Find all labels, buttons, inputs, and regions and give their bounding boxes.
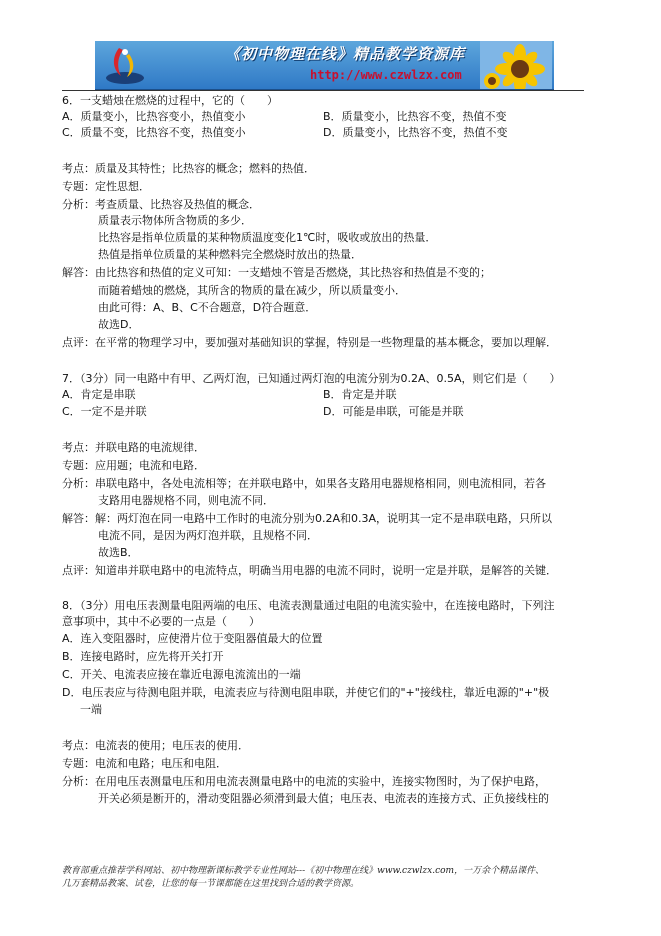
q8-stem-line: 意事项中，其中不必要的一点是（ ）	[62, 615, 260, 628]
q7-answer-line: 故选B．	[98, 546, 139, 559]
q8-option-b: B．连接电路时，应先将开关打开	[62, 650, 224, 663]
q6-analysis-line: 质量表示物体所含物质的多少．	[98, 214, 252, 227]
q8-zhuanti: 专题：电流和电路；电压和电阻．	[62, 757, 227, 770]
q6-zhuanti: 专题：定性思想．	[62, 180, 150, 193]
q8-option-d-line: 一端	[80, 703, 102, 716]
q7-option-a: A．肯定是串联	[62, 388, 136, 401]
header-rule	[62, 90, 584, 91]
q6-stem: 6．一支蜡烛在燃烧的过程中，它的（ ）	[62, 94, 278, 107]
q8-kaodian: 考点：电流表的使用；电压表的使用．	[62, 739, 249, 752]
q7-option-d: D．可能是串联，可能是并联	[323, 405, 464, 418]
q6-analysis-line: 热值是指单位质量的某种燃料完全燃烧时放出的热量．	[98, 248, 362, 261]
q7-comment: 点评：知道串并联电路中的电流特点，明确当用电器的电流不同时，说明一定是并联，是解答的关键．	[62, 564, 557, 577]
footer-line: 几万套精品教案、试卷，让您的每一节课都能在这里找到合适的教学资源。	[62, 879, 360, 889]
q7-zhuanti: 专题：应用题；电流和电路．	[62, 459, 205, 472]
banner-title: 《初中物理在线》精品教学资源库	[225, 45, 466, 63]
q6-answer-line: 由此可得：A、B、C不合题意，D符合题意．	[98, 301, 317, 314]
q6-option-c: C．质量不变，比热容不变，热值变小	[62, 126, 246, 139]
q8-analysis-line: 分析：在用电压表测量电压和用电流表测量电路中的电流的实验中，连接实物图时，为了保护电路，	[62, 775, 546, 788]
q6-analysis-line: 比热容是指单位质量的某种物质温度变化1℃时，吸收或放出的热量．	[98, 231, 437, 244]
q7-answer-line: 电流不同，是因为两灯泡并联，且规格不同．	[98, 529, 318, 542]
footer-line: 教育部重点推荐学科网站、初中物理新课标教学专业性网站---《初中物理在线》www.czwlzx.com，一万余个精品课件、	[62, 866, 545, 876]
q7-stem: 7．（3分）同一电路中有甲、乙两灯泡，已知通过两灯泡的电流分别为0.2A、0.5A，则它们是（ ）	[62, 372, 561, 385]
sunflower-icon	[480, 41, 552, 89]
q6-kaodian: 考点：质量及其特性；比热容的概念；燃料的热值．	[62, 162, 315, 175]
q6-comment: 点评：在平常的物理学习中，要加强对基础知识的掌握，特别是一些物理量的基本概念，要加以理解．	[62, 336, 557, 349]
q6-option-d: D．质量变小，比热容不变，热值不变	[323, 126, 508, 139]
q6-option-a: A．质量变小，比热容变小，热值变小	[62, 110, 246, 123]
site-logo-icon	[105, 44, 145, 86]
q7-answer-line: 解答：解：两灯泡在同一电路中工作时的电流分别为0.2A和0.3A，说明其一定不是串联电路，只所以	[62, 512, 553, 525]
q8-stem-line: 8．（3分）用电压表测量电阻两端的电压、电流表测量通过电阻的电流实验中，在连接电路时，下列注	[62, 599, 555, 612]
banner-url[interactable]: http://www.czwlzx.com	[310, 68, 462, 82]
q6-answer-line: 故选D．	[98, 318, 140, 331]
q6-answer-line: 而随着蜡烛的燃烧，其所含的物质的量在减少，所以质量变小．	[98, 284, 406, 297]
q8-option-c: C．开关、电流表应接在靠近电源电流流出的一端	[62, 668, 301, 681]
q7-analysis-line: 支路用电器规格不同，则电流不同．	[98, 494, 274, 507]
q7-analysis-line: 分析：串联电路中，各处电流相等；在并联电路中，如果各支路用电器规格相同，则电流相同，若各	[62, 477, 546, 490]
q8-analysis-line: 开关必须是断开的，滑动变阻器必须滑到最大值；电压表、电流表的连接方式、正负接线柱的	[98, 792, 549, 805]
q6-analysis-line: 分析：考查质量、比热容及热值的概念．	[62, 198, 260, 211]
q8-option-a: A．连入变阻器时，应使滑片位于变阻器值最大的位置	[62, 632, 323, 645]
header-banner	[95, 41, 554, 90]
q6-option-b: B．质量变小，比热容不变，热值不变	[323, 110, 507, 123]
q6-answer-line: 解答：由比热容和热值的定义可知：一支蜡烛不管是否燃烧，其比热容和热值是不变的；	[62, 266, 491, 279]
q7-option-b: B．肯定是并联	[323, 388, 397, 401]
q8-option-d-line: D．电压表应与待测电阻并联，电流表应与待测电阻串联，并使它们的"+"接线柱，靠近电源的"+"极	[62, 686, 550, 699]
q7-kaodian: 考点：并联电路的电流规律．	[62, 441, 205, 454]
q7-option-c: C．一定不是并联	[62, 405, 147, 418]
